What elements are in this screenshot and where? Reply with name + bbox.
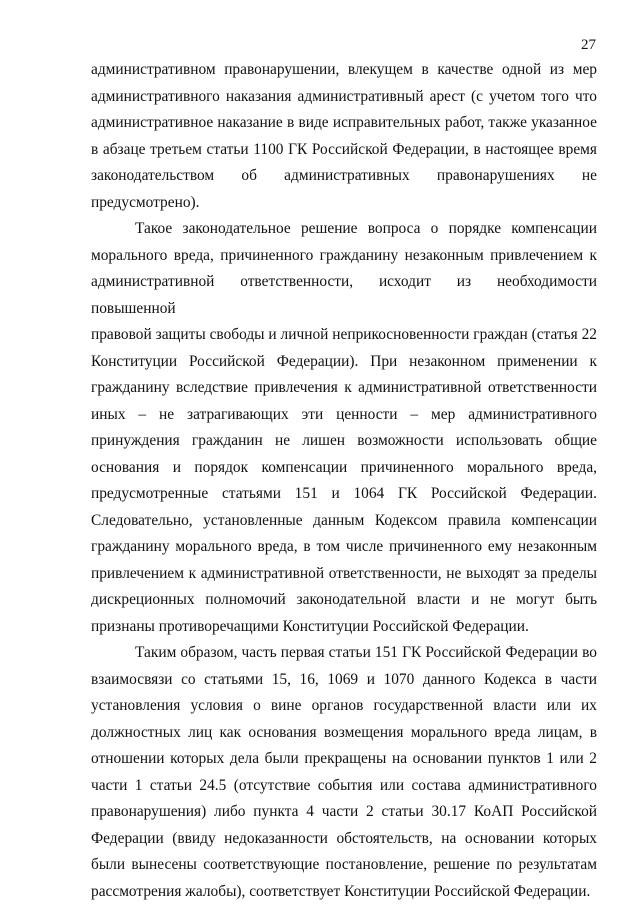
text-line: взаимосвязи со статьями 15, 16, 1069 и 1070 данного Кодекса в части	[91, 670, 597, 688]
text-line: гражданину морального вреда, в том числе причиненного ему незаконным	[91, 538, 597, 555]
text-line: Таким образом, часть первая статьи 151 ГК Российской Федерации во	[135, 644, 597, 661]
text-line: принуждения гражданин не лишен возможности использовать общие	[91, 432, 597, 449]
text-line: Следовательно, установленные данным Кодексом правила компенсации	[91, 511, 597, 529]
text-line: иных – не затрагивающих эти ценности – мер административного	[91, 405, 597, 423]
paragraph-3	[91, 640, 597, 905]
text-line: в абзаце третьем статьи 1100 ГК Российской Федерации, в настоящее время	[91, 140, 597, 158]
text-line: предусмотрено).	[91, 193, 200, 211]
paragraph-1	[91, 57, 597, 216]
text-line: части 1 статьи 24.5 (отсутствие события или состава административного	[91, 776, 597, 794]
text-line: отношении которых дела были прекращены на основании пунктов 1 или 2	[91, 750, 597, 767]
text-line: были вынесены соответствующие постановление, решение по результатам	[91, 856, 597, 873]
text-line: гражданину вследствие привлечения к административной ответственности	[91, 379, 597, 396]
text-line: должностных лиц как основания возмещения морального вреда лицам, в	[91, 723, 597, 741]
text-line: Конституции Российской Федерации). При незаконном применении к	[91, 352, 597, 370]
text-line: рассмотрения жалобы), соответствует Конституции Российской Федерации.	[91, 882, 591, 900]
text-line: административном правонарушении, влекущем в качестве одной из мер	[91, 61, 597, 78]
text-line: основания и порядок компенсации причиненного морального вреда,	[91, 458, 597, 476]
text-line: законодательством об административных правонарушениях не	[91, 167, 597, 184]
text-line: Федерации (ввиду недоказанности обстоятельств, на основании которых	[91, 829, 597, 847]
page-number: 27	[581, 37, 596, 53]
text-line: установления условия о вине органов государственной власти или их	[91, 697, 597, 714]
text-line: признаны противоречащими Конституции Российской Федерации.	[91, 617, 529, 635]
text-line: правонарушения) либо пункта 4 части 2 статьи 30.17 КоАП Российской	[91, 803, 597, 820]
text-line: морального вреда, причиненного гражданину незаконным привлечением к	[91, 246, 597, 264]
text-line: правовой защиты свободы и личной неприкосновенности граждан (статья 22	[91, 326, 597, 343]
text-line: дискреционных полномочий законодательной власти и не могут быть	[91, 591, 597, 608]
text-line: административное наказание в виде исправительных работ, также указанное	[91, 114, 597, 131]
text-line: административного наказания административный арест (с учетом того что	[91, 87, 597, 105]
paragraph-2	[91, 216, 597, 640]
text-line: административной ответственности, исходит из необходимости повышенной	[91, 273, 597, 317]
text-line: предусмотренные статьями 151 и 1064 ГК Российской Федерации.	[91, 485, 597, 502]
document-body	[91, 57, 597, 905]
text-line: привлечением к административной ответственности, не выходят за пределы	[91, 564, 597, 582]
text-line: Такое законодательное решение вопроса о порядке компенсации	[135, 220, 597, 237]
